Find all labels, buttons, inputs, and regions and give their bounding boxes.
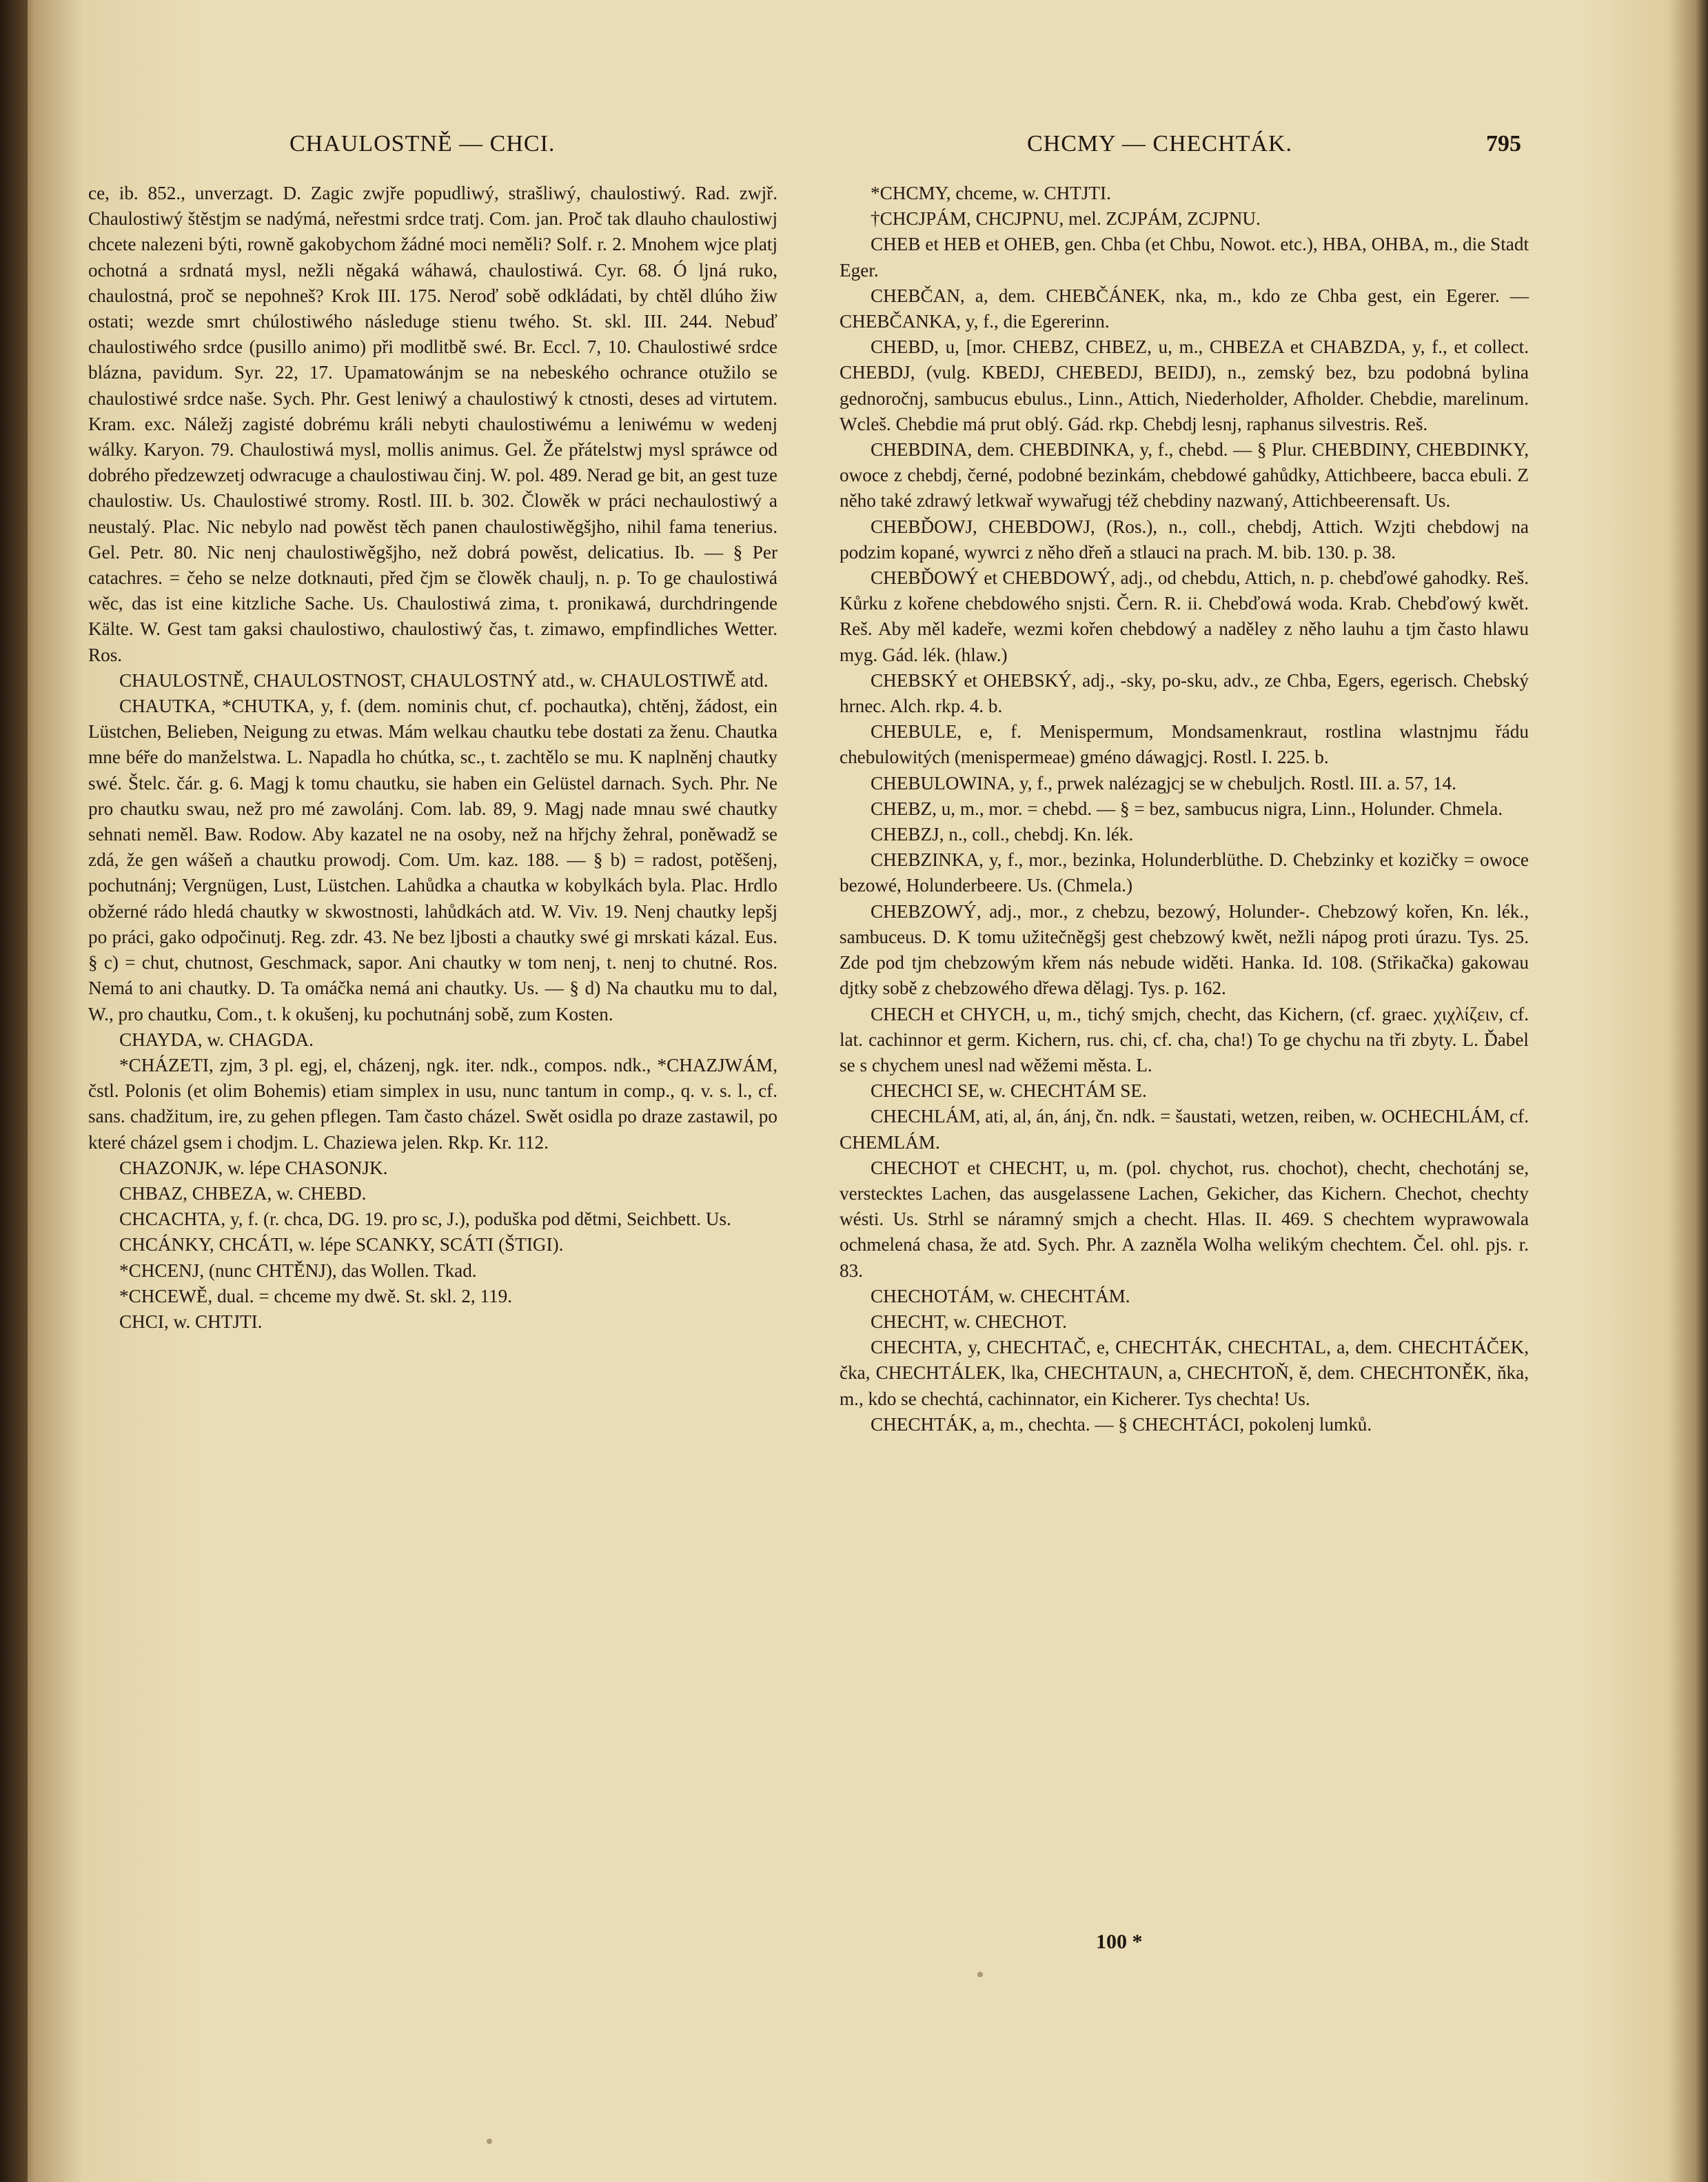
dictionary-entry: CHAUTKA, *CHUTKA, y, f. (dem. nominis chut, cf. pochautka), chtěnj, žádost, ein Lüstchen, Belieben, Neigung zu etwas. Mám welkau chautku tebe dostati za ženu. Chautka mne béře do manželstwa. L. Napadla ho chútka, sc., t. zachtělo se mu. K naplněnj chautky swé. Štelc. čár. g. 6. Magj k tomu chautku, sie haben ein Gelüstel darnach. Sych. Phr. Ne pro chautku swau, než pro mé zawolánj. Com. lab. 89, 9. Magj nade mnau swé chautky sehnati neměl. Baw. Rodow. Aby kazatel ne na osoby, než na hřjchy žehral, poněwadž se zdá, že gen wášeň a chautku prowodj. Com. Um. kaz. 188. — § b) = radost, potěšenj, pochutnánj; Vergnügen, Lust, Lüstchen. Lahůdka a chautka w kobylkách byla. Plac. Hrdlo obžerné rádo hledá chautky w skwostnosti, lahůdkách atd. W. Viv. 19. Nenj chautky lepšj po práci, gako odpočinutj. Reg. zdr. 43. Ne bez ljbosti a chautky swé gi mrskati kázal. Eus. § c) = chut, chutnost, Geschmack, sapor. Ani chautky w tom nenj, t. nenj to chutné. Ros. Nemá to ani chautky. D. Ta omáčka nemá ani chautky. Us. — § d) Na chautku mu to dal, W., pro chautku, Com., t. k okušenj, ku pochutnánj sobě, zum Kosten. bbox=[88, 696, 777, 1024]
book-gutter bbox=[0, 0, 28, 2182]
dictionary-entry: CHEBZJ, n., coll., chebdj. Kn. lék. bbox=[871, 824, 1134, 845]
dictionary-entry: CHEBĎOWÝ et CHEBDOWÝ, adj., od chebdu, Attich, n. p. chebďowé gahodky. Reš. Kůrku z kořene chebdowého snjsti. Čern. R. ii. Chebďowá woda. Krab. Chebďowý kwět. Reš. Aby měl kadeře, wezmi kořen chebdowý a naděley z něho lauhu a tjm často hlawu myg. Gád. lék. (hlaw.) bbox=[840, 567, 1529, 665]
paper-speck bbox=[487, 2139, 492, 2144]
dictionary-entry: *CHCMY, chceme, w. CHTJTI. bbox=[871, 183, 1111, 203]
dictionary-entry: CHEBČAN, a, dem. CHEBČÁNEK, nka, m., kdo ze Chba gest, ein Egerer. — CHEBČANKA, y, f., die Egererinn. bbox=[840, 285, 1529, 332]
dictionary-entry: CHCÁNKY, CHCÁTI, w. lépe SCANKY, SCÁTI (ŠTIGI). bbox=[119, 1234, 564, 1255]
dictionary-entry: CHECHTÁK, a, m., chechta. — § CHECHTÁCI, pokolenj lumků. bbox=[871, 1413, 1372, 1435]
dictionary-entry: *CHÁZETI, zjm, 3 pl. egj, el, cházenj, ngk. iter. ndk., compos. ndk., *CHAZJWÁM, čstl. Polonis (et olim Bohemis) etiam simplex in usu, nunc tantum in comp., q. v. s. l., cf. sans. chadžitum, ire, zu gehen pflegen. Tam často cházel. Swět osidla po draze zastawil, po které cházel gsem i chodjm. L. Chaziewa jelen. Rkp. Kr. 112. bbox=[88, 1054, 777, 1153]
dictionary-entry: CHEBZ, u, m., mor. = chebd. — § = bez, sambucus nigra, Linn., Holunder. Chmela. bbox=[871, 798, 1503, 819]
dictionary-entry: *CHCENJ, (nunc CHTĚNJ), das Wollen. Tkad. bbox=[119, 1260, 477, 1281]
dictionary-entry: CHECH et CHYCH, u, m., tichý smjch, checht, das Kichern, (cf. graec. χιχλίζειν, cf. lat. cachinnor et germ. Kichern, rus. chi, cf. cha, cha!) To ge chychu na tři zbyty. L. Ďabel se s chychem unesl nad wěžemi města. L. bbox=[840, 1003, 1529, 1075]
dictionary-entry: CHEBULOWINA, y, f., prwek nalézagjcj se w chebuljch. Rostl. III. a. 57, 14. bbox=[871, 772, 1456, 794]
dictionary-entry: CHECHOTÁM, w. CHECHTÁM. bbox=[871, 1285, 1130, 1306]
dictionary-entry: CHEBULE, e, f. Menispermum, Mondsamenkraut, rostlina wlastnjmu řádu chebulowitých (menispermeae) gméno dáwagjcj. Rostl. I. 225. b. bbox=[840, 721, 1529, 768]
dictionary-entry: ce, ib. 852., unverzagt. D. Zagic zwjře popudliwý, strašliwý, chaulostiwý. Rad. zwjř. Chaulostiwý štěstjm se nadýmá, neřestmi srdce tratj. Com. jan. Proč tak dlauho chaulostiwj chcete nalezeni býti, rowně gakobychom žádné moci neměli? Solf. r. 2. Mnohem wjce platj ochotná a srdnatá mysl, nežli něgaká wáhawá, chaulostiwá. Cyr. 68. Ó lјná ruko, chaulostná, proč se nepohneš? Krok III. 175. Neroď sobě odkládati, by chtěl dlúho žiw ostati; wezde smrt chúlostiwého následuge stienu twého. St. skl. III. 244. Nebuď chaulostiwého srdce (pusillo animo) při modlitbě swé. Br. Eccl. 7, 10. Chaulostiwé srdce blázna, pavidum. Syr. 22, 17. Upamatowánjm se na nebeského ochrance otužilo se chaulostiwé srdce naše. Sych. Phr. Gest leniwý a chaulostiwý k ctnosti, deses ad virtutem. Kram. exc. Náležj zagisté dobrému králi nebyti chaulostiwému a leniwému w wedenj wálky. Karyon. 79. Chaulostiwá mysl, mollis animus. Gel. Že přátelstwj mysl spráwce od dobrého předzewzetj odwracuge a chaulostiwau činj. W. pol. 489. Nerad ge bit, an gest tuze chaulostiw. Us. Chaulostiwé stromy. Rostl. III. b. 302. Člowěk w práci nechaulostiwý a neustalý. Plac. Nic nebylo nad powěst těch panen chaulostiwěgšjho, nihil fama tenerius. Gel. Petr. 80. Nic nenj chaulostiwěgšjho, než dobrá powěst, delicatius. Ib. — § Per catachres. = čeho se nelze dotknauti, před čjm se člowěk chaulj, n. p. To ge chaulostiwá wěc, das ist eine kitzliche Sache. Us. Chaulostiwá zima, t. pronikawá, durchdringende Kälte. W. Gest tam gaksi chaulostiwo, chaulostiwý čas, t. zimawo, empfindliches Wetter. Ros. bbox=[88, 183, 777, 665]
dictionary-entry: CHEBZOWÝ, adj., mor., z chebzu, bezowý, Holunder-. Chebzowý kořen, Kn. lék., sambuceus. D. K tomu užitečněgšj gest chebzowý kwět, nežli nápog proti úrazu. Tys. 25. Zde pod tjm chebzowým křem nás nebude widěti. Hanka. Id. 108. (Střikačka) gakowau djtky sobě z chebzowého dřewa dělagj. Tys. p. 162. bbox=[840, 900, 1529, 999]
right-column-header: CHCMY — CHECHTÁK. bbox=[1027, 131, 1293, 156]
dictionary-entry: CHAZONJK, w. lépe CHASONJK. bbox=[119, 1157, 388, 1178]
dictionary-entry: CHECHOT et CHECHT, u, m. (pol. chychot, rus. chochot), checht, chechotánj se, verstecktes Lachen, das ausgelassene Lachen, Gekicher, das Kichern. Chechot, chechty wésti. Us. Strhl se náramný smjch a checht. Hlas. II. 469. S chechtem wyprawowala ochmelená chasa, že atd. Sych. Phr. A zazněla Wolha welikým chechtem. Čel. ohl. pjs. r. 83. bbox=[840, 1157, 1529, 1281]
dictionary-entry: CHBAZ, CHBEZA, w. CHEBD. bbox=[119, 1182, 367, 1204]
dictionary-entry: CHAYDA, w. CHAGDA. bbox=[119, 1029, 314, 1050]
dictionary-entry: CHECHTA, y, CHECHTAČ, e, CHECHTÁK, CHECHTAL, a, dem. CHECHTÁČEK, čka, CHECHTÁLEK, lka, CHECHTAUN, a, CHECHTOŇ, ě, dem. CHECHTONĚK, ňka, m., kdo se chechtá, cachinnator, ein Kicherer. Tys chechta! Us. bbox=[840, 1337, 1529, 1409]
dictionary-entry: CHCI, w. CHTJTI. bbox=[119, 1311, 263, 1332]
dictionary-entry: CHEBD, u, [mor. CHEBZ, CHBEZ, u, m., CHBEZA et CHABZDA, y, f., et collect. CHEBDJ, (vulg. KBEDJ, CHEBEDJ, BEIDJ), n., zemský bez, bzu podobná bylina gednoročnj, sambucus ebulus., Linn., Attich, Niederholder, Afholder. Chebdie, marelinum. Wcleš. Chebdie má prut oblý. Gád. rkp. Chebdj lesnj, raphanus silvestris. Reš. bbox=[840, 336, 1529, 434]
right-column bbox=[840, 181, 1529, 1437]
dictionary-entry: *CHCEWĚ, dual. = chceme my dwě. St. skl. 2, 119. bbox=[119, 1285, 513, 1306]
dictionary-entry: CHECHT, w. CHECHOT. bbox=[871, 1311, 1067, 1332]
paper-speck bbox=[977, 1972, 983, 1977]
dictionary-entry: CHEBDINA, dem. CHEBDINKA, y, f., chebd. — § Plur. CHEBDINY, CHEBDINKY, owoce z chebdj, černé, podobné bezinkám, chebdowé gahůdky, Attichbeere, bacca ebuli. Z něho také zdrawý letkwař wywařugj též chebdiny nazwaný, Attichbeerensaft. Us. bbox=[840, 439, 1529, 512]
dictionary-entry: CHECHCI SE, w. CHECHTÁM SE. bbox=[871, 1080, 1147, 1102]
dictionary-entry: †CHCJPÁM, CHCJPNU, mel. ZCJPÁM, ZCJPNU. bbox=[871, 208, 1261, 230]
dictionary-entry: CHECHLÁM, ati, al, án, ánj, čn. ndk. = šaustati, wetzen, reiben, w. OCHECHLÁM, cf. CHEMLÁM. bbox=[840, 1106, 1529, 1153]
dictionary-entry: CHEBĎOWJ, CHEBDOWJ, (Ros.), n., coll., chebdj, Attich. Wzjti chebdowj na podzim kopané, wywrci z něho dřeň a stlauci na prach. M. bib. 130. p. 38. bbox=[840, 516, 1529, 563]
dictionary-entry: CHEBSKÝ et OHEBSKÝ, adj., -sky, po-sku, adv., ze Chba, Egers, egerisch. Chebský hrnec. Alch. rkp. 4. b. bbox=[840, 669, 1529, 717]
dictionary-entry: CHCACHTA, y, f. (r. chca, DG. 19. pro sc, J.), poduška pod dětmi, Seichbett. Us. bbox=[119, 1209, 731, 1230]
dictionary-entry: CHEBZINKA, y, f., mor., bezinka, Holunderblüthe. D. Chebzinky et kozičky = owoce bezowé, Holunderbeere. Us. (Chmela.) bbox=[840, 849, 1529, 896]
left-column-header: CHAULOSTNĚ — CHCI. bbox=[289, 131, 556, 156]
dictionary-entry: CHEB et HEB et OHEB, gen. Chba (et Chbu, Nowot. etc.), HBA, OHBA, m., die Stadt Eger. bbox=[840, 234, 1529, 281]
page-number: 795 bbox=[1486, 131, 1521, 156]
dictionary-entry: CHAULOSTNĚ, CHAULOSTNOST, CHAULOSTNÝ atd., w. CHAULOSTIWĚ atd. bbox=[119, 669, 769, 691]
printer-signature: 100 * bbox=[1096, 1930, 1143, 1953]
left-column bbox=[88, 181, 777, 1335]
